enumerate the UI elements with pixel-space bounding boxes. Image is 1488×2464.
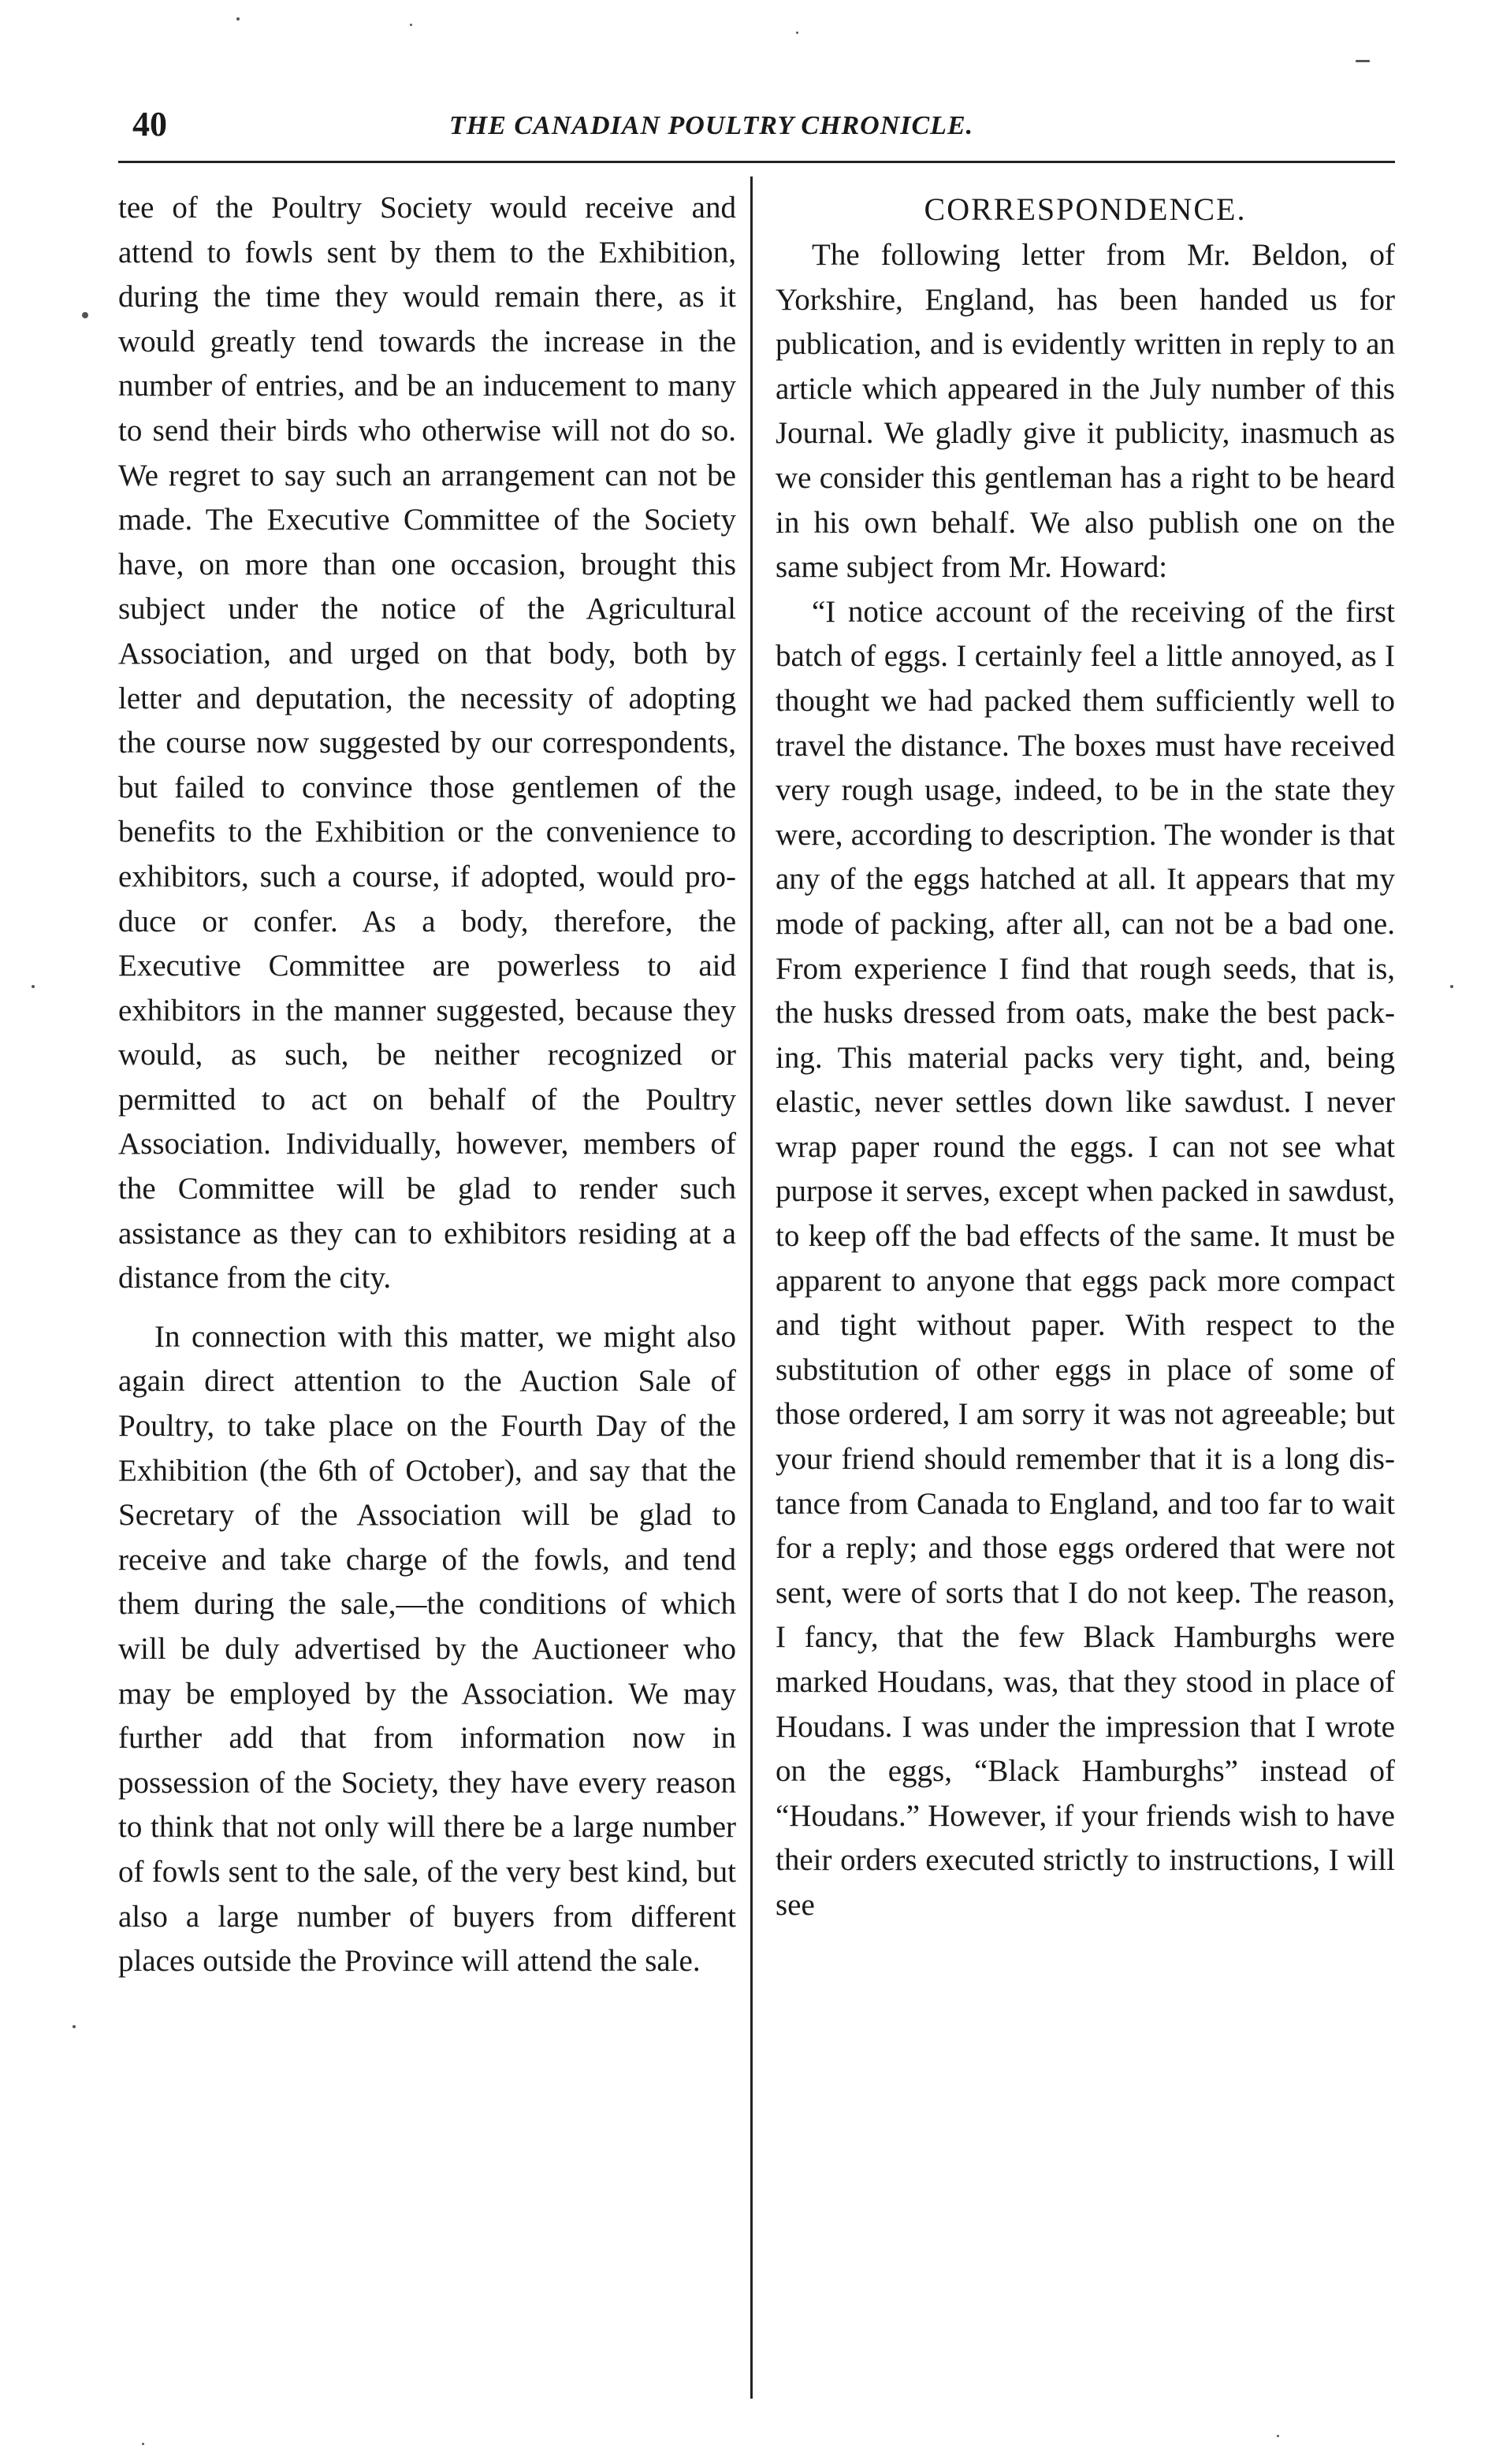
header-rule (118, 161, 1395, 163)
scan-speck (32, 985, 35, 988)
scan-speck (236, 17, 240, 20)
right-paragraph-1: The following letter from Mr. Beldon, of Yorkshire, England, has been handed us for publication, and is evidently written in reply to an article which appeared in the July number of this Journal. We gladly give it publicity, inasmuch as we consider this gentleman has a right to be heard in his own behalf. We also publish one on the same subject from Mr. Howard: (776, 238, 1395, 585)
scan-speck (1356, 60, 1370, 62)
scan-speck (410, 24, 412, 26)
scan-speck (82, 312, 88, 318)
left-paragraph-1: tee of the Poultry Society would receive and attend to fowls sent by them to the Exhibition, during the time they would remain there, as it would greatly tend towards the increase in the number of entries, and be an inducement to many to send their birds who otherwise will not do so. We regret to say such an arrangement can not be made. The Executive Committee of the Society have, on more than one occasion, brought this subject under the notice of the Agricultural Association, and urged on that body, both by letter and deputation, the necessity of adopting the course now suggested by our correspondents, but failed to convince those gentlemen of the benefits to the Exhibition or the convenience to exhibitors, such a course, if adopted, would produce or confer. As a body, therefore, the Executive Committee are powerless to aid exhibitors in the manner suggested, because they would, as such, be neither recognized or permitted to act on behalf of the Poultry Association. Individually, however, members of the Committee will be glad to render such assistance as they can to exhibitors residing at a distance from the city. (118, 191, 736, 1295)
scan-speck (142, 2443, 144, 2445)
scan-speck (796, 32, 798, 34)
running-title: THE CANADIAN POULTRY CHRONICLE. (449, 111, 974, 140)
right-paragraph-2: “I notice account of the receiving of the first batch of eggs. I certainly feel a little annoyed, as I thought we had packed them sufficiently well to travel the distance. The boxes must have received very rough usage, indeed, to be in the state they were, according to description. The wonder is that any of the eggs hatched at all. It appears that my mode of packing, after all, can not be a bad one. From experience I find that rough seeds, that is, the husks dressed from oats, make the best packing. This material packs very tight, and, being elastic, never settles down like sawdust. I never wrap paper round the eggs. I can not see what purpose it serves, except when packed in sawdust, to keep off the bad effects of the same. It must be apparent to anyone that eggs pack more compact and tight without paper. With respect to the substitution of other eggs in place of some of those ordered, I am sorry it was not agreeable; but your friend should remember that it is a long distance from Canada to England, and too far to wait for a reply; and those eggs ordered that were not sent, were of sorts that I do not keep. The reason, I fancy, that the few Black Hamburghs were marked Houdans, was, that they stood in place of Houdans. I was under the impression that I wrote on the eggs, “Black Hamburghs” instead of “Houdans.” However, if your friends wish to have their orders executed strictly to instructions, I will see (776, 594, 1395, 1922)
page-header (118, 101, 1395, 148)
column-divider (750, 177, 753, 2399)
page-number: 40 (132, 105, 167, 143)
left-column (118, 186, 736, 1984)
scan-speck (1450, 985, 1453, 988)
scan-speck (73, 2025, 76, 2028)
section-heading: CORRESPONDENCE. (924, 191, 1247, 227)
scan-speck (1277, 2435, 1279, 2437)
right-column (776, 186, 1395, 1928)
left-paragraph-2: In connection with this matter, we might also again direct attention to the Auction Sale of Poultry, to take place on the Fourth Day of the Exhibition (the 6th of October), and say that the Secretary of the Association will be glad to receive and take charge of the fowls, and tend them during the sale,—the conditions of which will be duly advertised by the Auctioneer who may be employed by the Association. We may further add that from information now in possession of the Society, they have every reason to think that not only will there be a large number of fowls sent to the sale, of the very best kind, but also a large number of buyers from different places outside the Province will attend the sale. (118, 1319, 736, 1979)
